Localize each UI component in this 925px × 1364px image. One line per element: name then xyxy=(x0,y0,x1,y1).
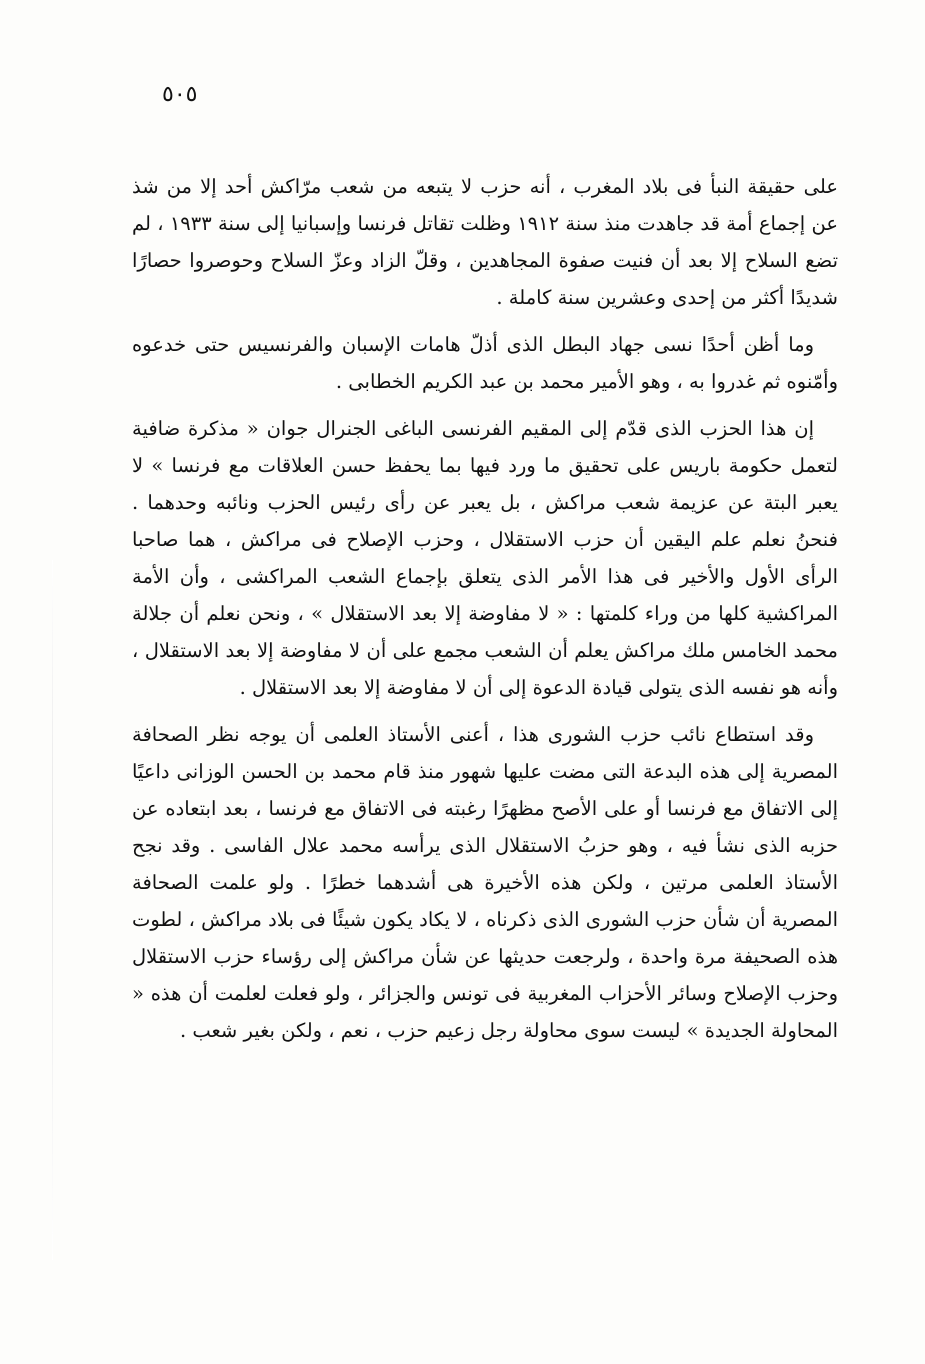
paragraph-2: وما أظن أحدًا نسى جهاد البطل الذى أذلّ هامات الإسبان والفرنسيس حتى خدعوه وأمّنوه ثم غدروا به ، وهو الأمير محمد بن عبد الكريم الخطابى . xyxy=(132,333,838,393)
page-number: ٥٠٥ xyxy=(162,82,198,107)
body-text xyxy=(132,168,838,1059)
paragraph-1: على حقيقة النبأ فى بلاد المغرب ، أنه حزب لا يتبعه من شعب مرّاكش أحد إلا من شذ عن إجماع أمة قد جاهدت منذ سنة ١٩١٢ وظلت تقاتل فرنسا وإسبانيا إلى سنة ١٩٣٣ ، لم تضع السلاح إلا بعد أن فنيت صفوة المجاهدين ، وقلّ الزاد وعزّ السلاح وحوصروا حصارًا شديدًا أكثر من إحدى وعشرين سنة كاملة . xyxy=(132,175,838,309)
paragraph-3: إن هذا الحزب الذى قدّم إلى المقيم الفرنسى الباغى الجنرال جوان « مذكرة ضافية لتعمل حكومة باريس على تحقيق ما ورد فيها بما يحفظ حسن العلاقات مع فرنسا » لا يعبر البتة عن عزيمة شعب مراكش ، بل يعبر عن رأى رئيس الحزب ونائبه وحدهما . فنحنُ نعلم علم اليقين أن حزب الاستقلال ، وحزب الإصلاح فى مراكش ، هما صاحبا الرأى الأول والأخير فى هذا الأمر الذى يتعلق بإجماع الشعب المراكشى ، وأن الأمة المراكشية كلها من وراء كلمتها : « لا مفاوضة إلا بعد الاستقلال » ، ونحن نعلم أن جلالة محمد الخامس ملك مراكش يعلم أن الشعب مجمع على أن لا مفاوضة إلا بعد الاستقلال ، وأنه هو نفسه الذى يتولى قيادة الدعوة إلى أن لا مفاوضة إلا بعد الاستقلال . xyxy=(132,417,838,699)
scan-edge-shadow xyxy=(52,560,53,1260)
paragraph-4: وقد استطاع نائب حزب الشورى هذا ، أعنى الأستاذ العلمى أن يوجه نظر الصحافة المصرية إلى هذه البدعة التى مضت عليها شهور منذ قام محمد بن الحسن الوزانى داعيًا إلى الاتفاق مع فرنسا أو على الأصح مظهرًا رغبته فى الاتفاق مع فرنسا ، بعد ابتعاده عن حزبه الذى نشأ فيه ، وهو حزبُ الاستقلال الذى يرأسه محمد علال الفاسى . وقد نجح الأستاذ العلمى مرتين ، ولكن هذه الأخيرة هى أشدهما خطرًا . ولو علمت الصحافة المصرية أن شأن حزب الشورى الذى ذكرناه ، لا يكاد يكون شيئًا فى بلاد مراكش ، لطوت هذه الصحيفة مرة واحدة ، ولرجعت حديثها عن شأن مراكش إلى رؤساء حزب الاستقلال وحزب الإصلاح وسائر الأحزاب المغربية فى تونس والجزائر ، ولو فعلت لعلمت أن هذه « المحاولة الجديدة » ليست سوى محاولة رجل زعيم حزب ، نعم ، ولكن بغير شعب . xyxy=(132,723,838,1042)
